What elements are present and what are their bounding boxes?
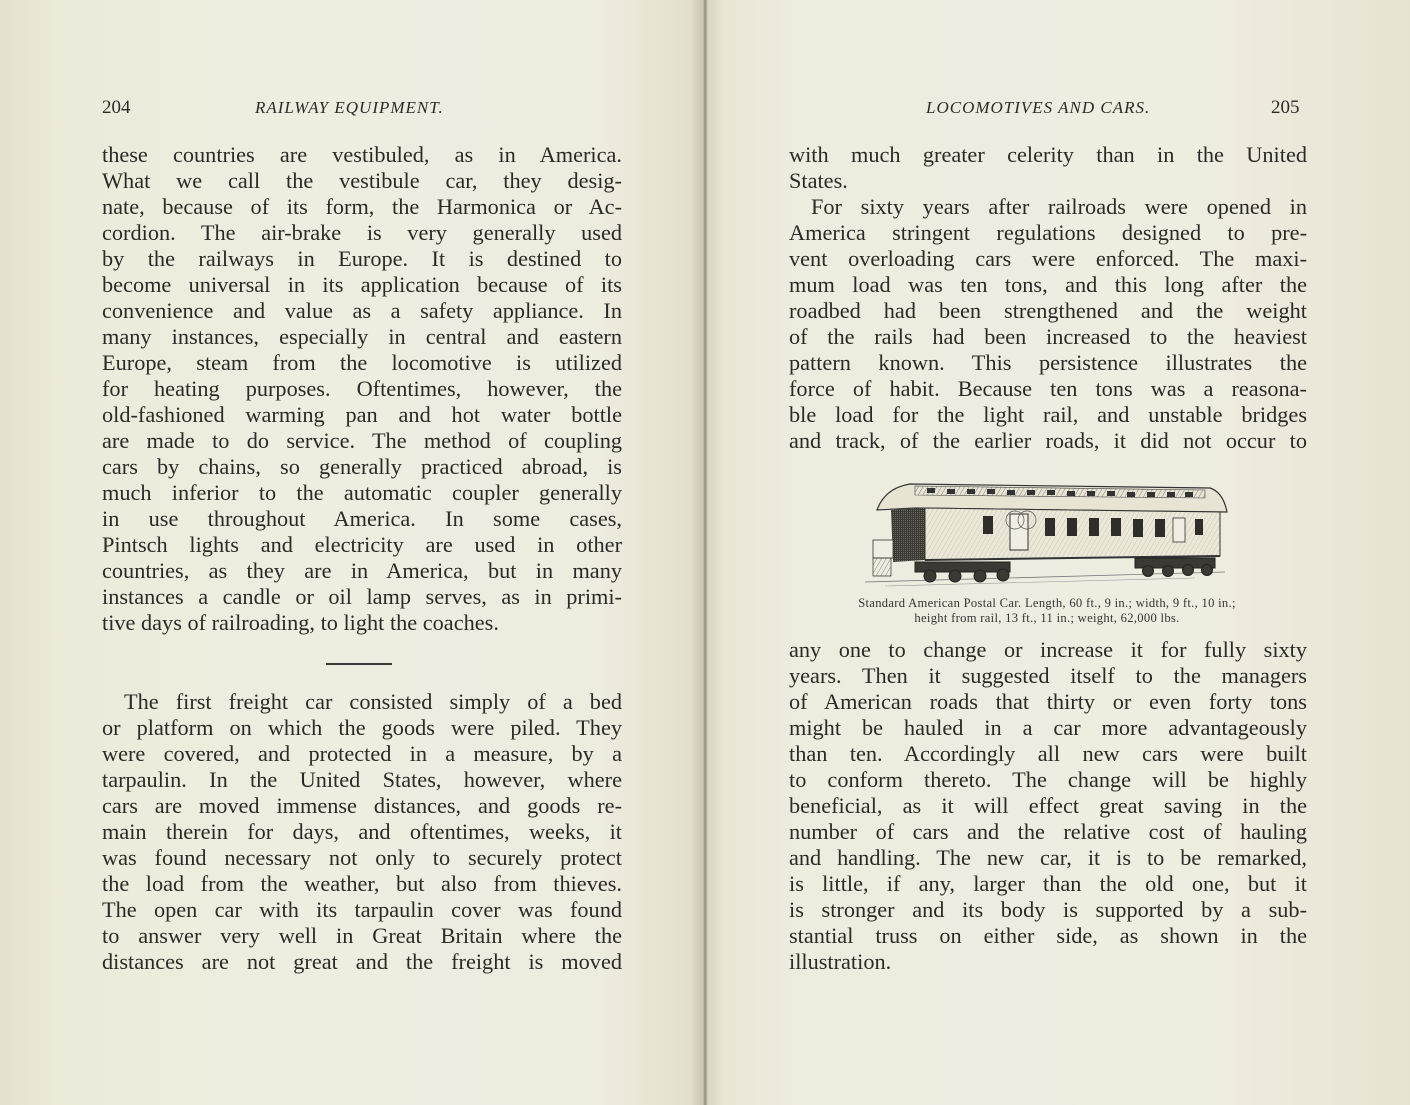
text-line: is stronger and its body is supported by a sub- bbox=[789, 897, 1307, 922]
text-line: pattern known. This persistence illustrates the bbox=[789, 350, 1307, 375]
running-head: LOCOMOTIVES AND CARS. bbox=[926, 98, 1151, 117]
text-line: distances are not great and the freight is moved bbox=[102, 949, 622, 974]
text-line: For sixty years after railroads were opened in bbox=[811, 194, 1307, 219]
text-line: of the rails had been increased to the heaviest bbox=[789, 324, 1307, 349]
text-line: tarpaulin. In the United States, however, where bbox=[102, 767, 622, 792]
text-line: these countries are vestibuled, as in America. bbox=[102, 142, 622, 167]
text-line: old-fashioned warming pan and hot water bottle bbox=[102, 402, 622, 427]
text-line: Europe, steam from the locomotive is utilized bbox=[102, 350, 622, 375]
text-line: main therein for days, and oftentimes, weeks, it bbox=[102, 819, 622, 844]
text-line: by the railways in Europe. It is destined to bbox=[102, 246, 622, 271]
text-line: much inferior to the automatic coupler generally bbox=[102, 480, 622, 505]
caption-line: Standard American Postal Car. Length, 60 ft., 9 in.; width, 9 ft., 10 in.; bbox=[858, 596, 1236, 610]
text-line: become universal in its application because of its bbox=[102, 272, 622, 297]
text-line: with much greater celerity than in the United bbox=[789, 142, 1307, 167]
text-line: cars are moved immense distances, and goods re- bbox=[102, 793, 622, 818]
text-line: America stringent regulations designed to pre- bbox=[789, 220, 1307, 245]
postal-car-illustration bbox=[855, 468, 1235, 590]
text-line: Pintsch lights and electricity are used in other bbox=[102, 532, 622, 557]
text-line: vent overloading cars were enforced. The maxi- bbox=[789, 246, 1307, 271]
text-line: States. bbox=[789, 168, 848, 193]
text-line: nate, because of its form, the Harmonica or Ac- bbox=[102, 194, 622, 219]
text-line: than ten. Accordingly all new cars were built bbox=[789, 741, 1307, 766]
text-line: to answer very well in Great Britain where the bbox=[102, 923, 622, 948]
text-line: to conform thereto. The change will be highly bbox=[789, 767, 1307, 792]
paragraph bbox=[789, 637, 1307, 975]
text-line: roadbed had been strengthened and the weight bbox=[789, 298, 1307, 323]
text-line: number of cars and the relative cost of hauling bbox=[789, 819, 1307, 844]
text-line: convenience and value as a safety appliance. In bbox=[102, 298, 622, 323]
page-number: 204 bbox=[102, 97, 131, 118]
text-line: many instances, especially in central and eastern bbox=[102, 324, 622, 349]
text-line: and handling. The new car, it is to be remarked, bbox=[789, 845, 1307, 870]
text-line: The open car with its tarpaulin cover was found bbox=[102, 897, 622, 922]
text-line: or platform on which the goods were piled. They bbox=[102, 715, 622, 740]
text-line: the load from the weather, but also from thieves. bbox=[102, 871, 622, 896]
paragraph bbox=[789, 142, 1307, 454]
text-line: of American roads that thirty or even forty tons bbox=[789, 689, 1307, 714]
text-line: force of habit. Because ten tons was a reasona- bbox=[789, 376, 1307, 401]
text-line: are made to do service. The method of coupling bbox=[102, 428, 622, 453]
text-line: was found necessary not only to securely protect bbox=[102, 845, 622, 870]
text-line: for heating purposes. Oftentimes, however, the bbox=[102, 376, 622, 401]
text-line: stantial truss on either side, as shown in the bbox=[789, 923, 1307, 948]
text-line: were covered, and protected in a measure, by a bbox=[102, 741, 622, 766]
text-line: cordion. The air-brake is very generally used bbox=[102, 220, 622, 245]
text-line: is little, if any, larger than the old one, but it bbox=[789, 871, 1307, 896]
text-line: tive days of railroading, to light the coaches. bbox=[102, 610, 499, 635]
figure-caption bbox=[782, 596, 1312, 626]
running-head: RAILWAY EQUIPMENT. bbox=[255, 98, 444, 117]
text-line: any one to change or increase it for fully sixty bbox=[789, 637, 1307, 662]
paragraph bbox=[102, 142, 622, 636]
text-line: countries, as they are in America, but in many bbox=[102, 558, 622, 583]
section-divider bbox=[326, 663, 392, 665]
text-line: instances a candle or oil lamp serves, as in primi- bbox=[102, 584, 622, 609]
caption-line: height from rail, 13 ft., 11 in.; weight, 62,000 lbs. bbox=[914, 611, 1180, 625]
text-line: What we call the vestibule car, they desig- bbox=[102, 168, 622, 193]
railway-car-icon bbox=[855, 468, 1235, 590]
text-line: years. Then it suggested itself to the managers bbox=[789, 663, 1307, 688]
text-line: in use throughout America. In some cases, bbox=[102, 506, 622, 531]
page-number: 205 bbox=[1271, 97, 1300, 118]
text-line: and track, of the earlier roads, it did not occur to bbox=[789, 428, 1307, 453]
text-line: might be hauled in a car more advantageously bbox=[789, 715, 1307, 740]
text-line: illustration. bbox=[789, 949, 892, 974]
text-line: mum load was ten tons, and this long after the bbox=[789, 272, 1307, 297]
text-line: The first freight car consisted simply of a bed bbox=[124, 689, 622, 714]
text-line: beneficial, as it will effect great saving in the bbox=[789, 793, 1307, 818]
text-line: ble load for the light rail, and unstable bridges bbox=[789, 402, 1307, 427]
text-line: cars by chains, so generally practiced abroad, is bbox=[102, 454, 622, 479]
paragraph bbox=[102, 689, 622, 975]
